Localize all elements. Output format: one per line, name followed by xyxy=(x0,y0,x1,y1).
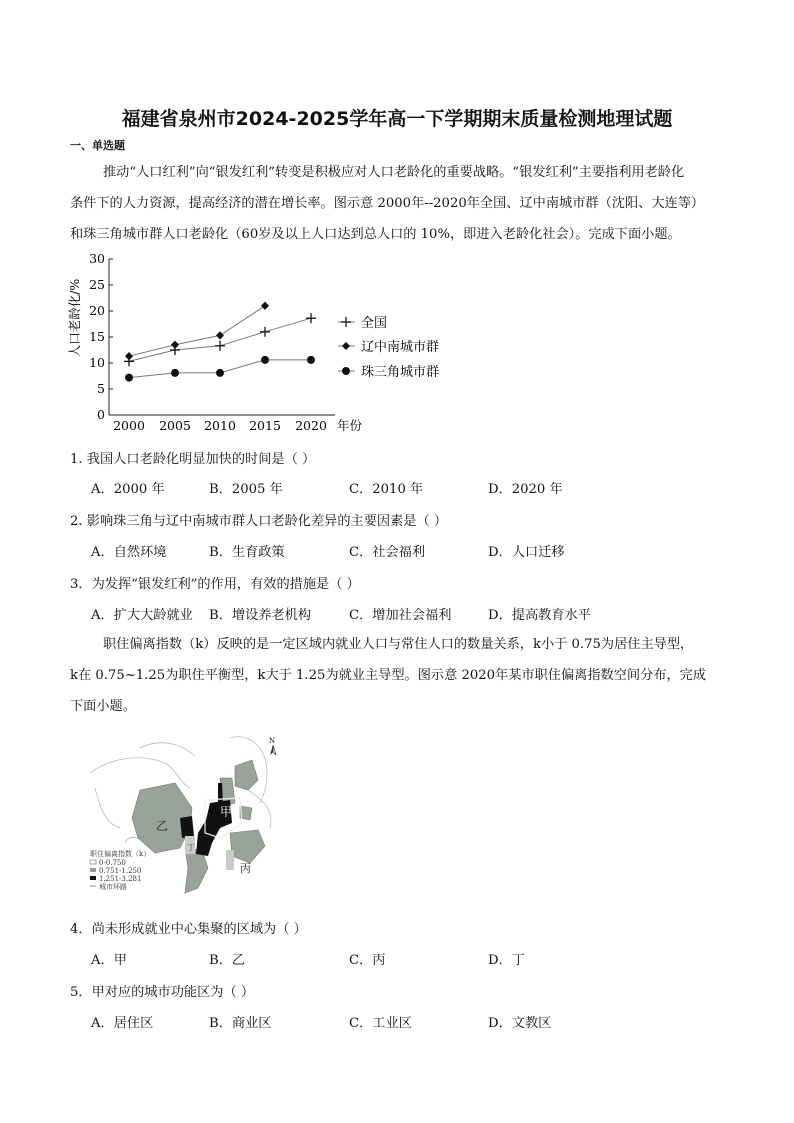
q1-option-d[interactable]: D．2020 年 xyxy=(488,482,563,497)
intro2-line-3: 下面小题。 xyxy=(70,699,136,714)
q5-option-a[interactable]: A．居住区 xyxy=(91,1016,154,1031)
svg-text:2000: 2000 xyxy=(113,418,145,433)
svg-text:5: 5 xyxy=(97,381,105,396)
legend-national: 全国 xyxy=(361,316,388,331)
intro2-line-2: k在 0.75~1.25为职住平衡型，k大于 1.25为就业主导型。图示意 2020年某市职住偏离指数空间分布，完成 xyxy=(70,668,707,683)
y-axis-label: 人口老龄化/% xyxy=(67,278,82,358)
intro-line-1: 推动“人口红利”向“银发红利”转变是积极应对人口老龄化的重要战略。“银发红利”主要指利用老龄化 xyxy=(103,165,685,180)
q3-option-c[interactable]: C．增加社会福利 xyxy=(349,608,452,623)
q2-option-a[interactable]: A．自然环境 xyxy=(91,545,167,560)
question-1-stem: 1. 我国人口老龄化明显加快的时间是（ ） xyxy=(70,452,316,467)
series-liaozhongnan xyxy=(125,302,269,361)
q4-option-c[interactable]: C．丙 xyxy=(349,953,386,968)
svg-text:25: 25 xyxy=(89,277,105,292)
svg-text:0: 0 xyxy=(97,407,105,422)
question-3-stem: 3．为发挥“银发红利”的作用，有效的措施是（ ） xyxy=(70,577,360,592)
aging-line-chart xyxy=(65,250,465,440)
q3-option-a[interactable]: A．扩大大龄就业 xyxy=(91,608,193,623)
q1-option-b[interactable]: B．2005 年 xyxy=(209,482,283,497)
question-2-options xyxy=(91,541,731,561)
svg-text:2015: 2015 xyxy=(249,418,281,433)
chart-legend xyxy=(338,316,439,380)
question-5-stem: 5．甲对应的城市功能区为（ ） xyxy=(70,985,255,1000)
q5-option-d[interactable]: D．文教区 xyxy=(488,1016,552,1031)
svg-text:2010: 2010 xyxy=(204,418,236,433)
label-ding: 丁 xyxy=(187,843,195,852)
q2-option-c[interactable]: C．社会福利 xyxy=(349,545,426,560)
q4-option-d[interactable]: D．丁 xyxy=(488,953,525,968)
question-5-options xyxy=(91,1012,731,1032)
label-yi: 乙 xyxy=(156,819,169,833)
legend-item-residential: 0-0.750 xyxy=(99,859,126,867)
legend-item-balanced: 0.751-1.250 xyxy=(99,867,142,875)
x-axis-label: 年份 xyxy=(337,418,363,433)
series-national xyxy=(124,313,316,366)
svg-text:15: 15 xyxy=(89,329,105,344)
legend-item-employment: 1.251-3.281 xyxy=(99,875,142,883)
q5-option-b[interactable]: B．商业区 xyxy=(209,1016,272,1031)
legend-liaozhongnan: 辽中南城市群 xyxy=(361,340,440,355)
jobs-housing-map xyxy=(80,728,285,903)
q4-option-a[interactable]: A．甲 xyxy=(91,953,127,968)
question-4-options xyxy=(91,949,731,969)
legend-pearl-river-delta: 珠三角城市群 xyxy=(361,365,440,380)
label-bing: 丙 xyxy=(240,862,251,875)
question-4-stem: 4．尚未形成就业中心集聚的区域为（ ） xyxy=(70,922,307,937)
intro-line-3: 和珠三角城市群人口老龄化（60岁及以上人口达到总人口的 10%，即进入老龄化社会）。完成下面小题。 xyxy=(70,227,681,242)
q1-option-c[interactable]: C．2010 年 xyxy=(349,482,424,497)
svg-text:2020: 2020 xyxy=(295,418,327,433)
q4-option-b[interactable]: B．乙 xyxy=(209,953,246,968)
page-title: 福建省泉州市2024-2025学年高一下学期期末质量检测地理试题 xyxy=(121,108,673,130)
q2-option-b[interactable]: B．生育政策 xyxy=(209,545,285,560)
svg-text:20: 20 xyxy=(89,303,105,318)
intro-paragraph-2 xyxy=(70,629,730,722)
q1-option-a[interactable]: A．2000 年 xyxy=(91,482,165,497)
map-legend-title: 职住偏离指数（k） xyxy=(90,850,151,858)
q2-option-d[interactable]: D．人口迁移 xyxy=(488,545,565,560)
intro-paragraph-1 xyxy=(70,157,730,250)
svg-text:2005: 2005 xyxy=(159,418,191,433)
x-ticks xyxy=(113,418,327,433)
map-legend xyxy=(90,849,150,891)
map-svg xyxy=(80,728,285,903)
q5-option-c[interactable]: C．工业区 xyxy=(349,1016,412,1031)
question-1-options xyxy=(91,478,731,498)
svg-text:N: N xyxy=(269,737,276,745)
chart-svg xyxy=(65,250,465,440)
svg-text:10: 10 xyxy=(89,355,105,370)
q3-option-d[interactable]: D．提高教育水平 xyxy=(488,608,591,623)
question-2-stem: 2. 影响珠三角与辽中南城市群人口老龄化差异的主要因素是（ ） xyxy=(70,514,448,529)
q3-option-b[interactable]: B．增设养老机构 xyxy=(209,608,312,623)
svg-text:30: 30 xyxy=(89,251,105,266)
series-pearl-river-delta xyxy=(125,356,315,382)
question-3-options xyxy=(91,604,731,624)
legend-item-ring-road: 城市环路 xyxy=(99,883,127,891)
label-jia: 甲 xyxy=(220,805,233,819)
north-arrow-icon xyxy=(269,737,276,755)
intro2-line-1: 职住偏离指数（k）反映的是一定区域内就业人口与常住人口的数量关系，k小于 0.75为居住主导型， xyxy=(103,637,694,652)
intro-line-2: 条件下的人力资源，提高经济的潜在增长率。图示意 2000年--2020年全国、辽中南城市群（沈阳、大连等） xyxy=(70,196,705,211)
section-heading: 一、单选题 xyxy=(70,139,125,152)
